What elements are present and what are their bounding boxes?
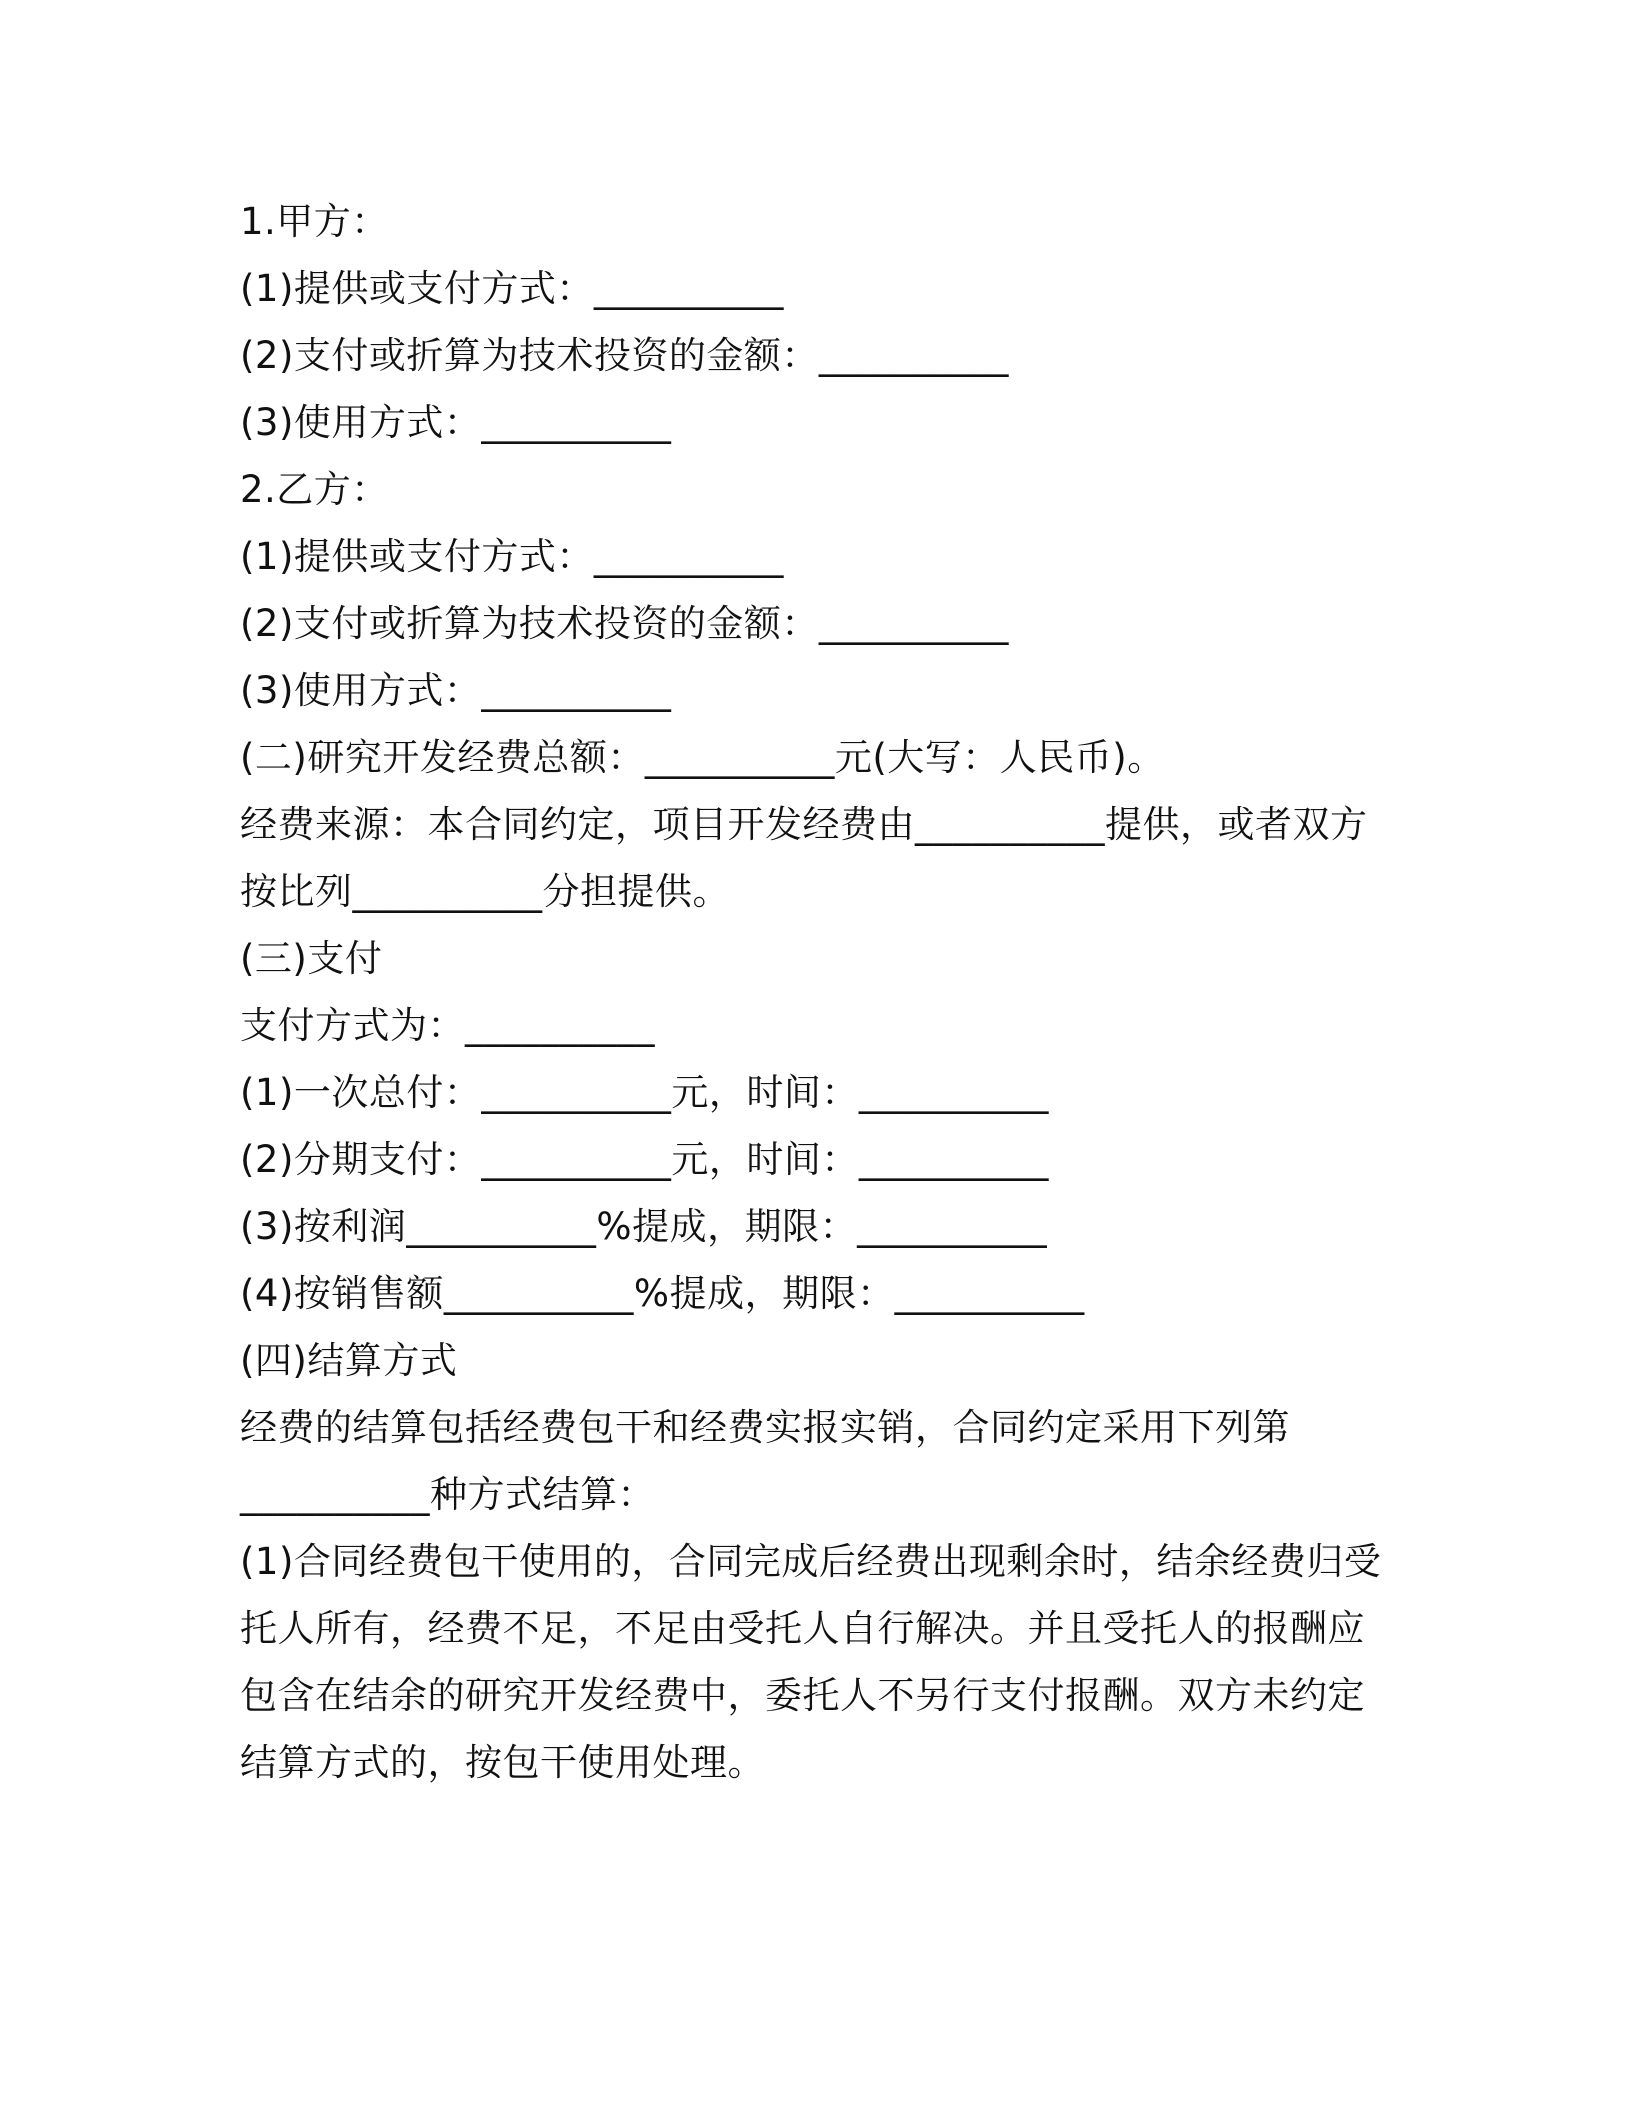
party-b-provision-method: (1)提供或支付方式：__________ [240, 535, 784, 578]
profit-share-line: (3)按利润__________%提成，期限：__________ [240, 1205, 1048, 1248]
party-b-investment-amount: (2)支付或折算为技术投资的金额：__________ [240, 602, 1009, 645]
settlement-section-heading: (四)结算方式 [240, 1339, 458, 1382]
party-a-heading: 1.甲方： [240, 200, 389, 243]
settlement-paragraph-line-1: 经费的结算包括经费包干和经费实报实销，合同约定采用下列第 [240, 1406, 1290, 1449]
payment-method-line: 支付方式为：__________ [240, 1004, 655, 1047]
party-b-usage-method: (3)使用方式：__________ [240, 669, 672, 712]
payment-section-heading: (三)支付 [240, 937, 383, 980]
settlement-clause-line-3: 包含在结余的研究开发经费中，委托人不另行支付报酬。双方未约定 [240, 1674, 1365, 1717]
settlement-paragraph-line-2: __________种方式结算： [240, 1473, 655, 1516]
party-a-investment-amount: (2)支付或折算为技术投资的金额：__________ [240, 334, 1009, 377]
settlement-clause-line-4: 结算方式的，按包干使用处理。 [240, 1741, 765, 1784]
installment-payment-line: (2)分期支付：__________元，时间：__________ [240, 1138, 1049, 1181]
sales-share-line: (4)按销售额__________%提成，期限：__________ [240, 1272, 1085, 1315]
party-a-usage-method: (3)使用方式：__________ [240, 401, 672, 444]
settlement-clause-line-2: 托人所有，经费不足，不足由受托人自行解决。并且受托人的报酬应 [240, 1607, 1365, 1650]
funding-source-line-2: 按比列__________分担提供。 [240, 870, 730, 913]
total-funding-line: (二)研究开发经费总额：__________元(大写：人民币)。 [240, 736, 1165, 779]
settlement-clause-line-1: (1)合同经费包干使用的，合同完成后经费出现剩余时，结余经费归受 [240, 1540, 1382, 1583]
party-b-heading: 2.乙方： [240, 468, 389, 511]
party-a-provision-method: (1)提供或支付方式：__________ [240, 267, 784, 310]
document-page [240, 188, 1400, 1796]
lump-sum-payment-line: (1)一次总付：__________元，时间：__________ [240, 1071, 1049, 1114]
funding-source-line-1: 经费来源：本合同约定，项目开发经费由__________提供，或者双方 [240, 803, 1368, 846]
